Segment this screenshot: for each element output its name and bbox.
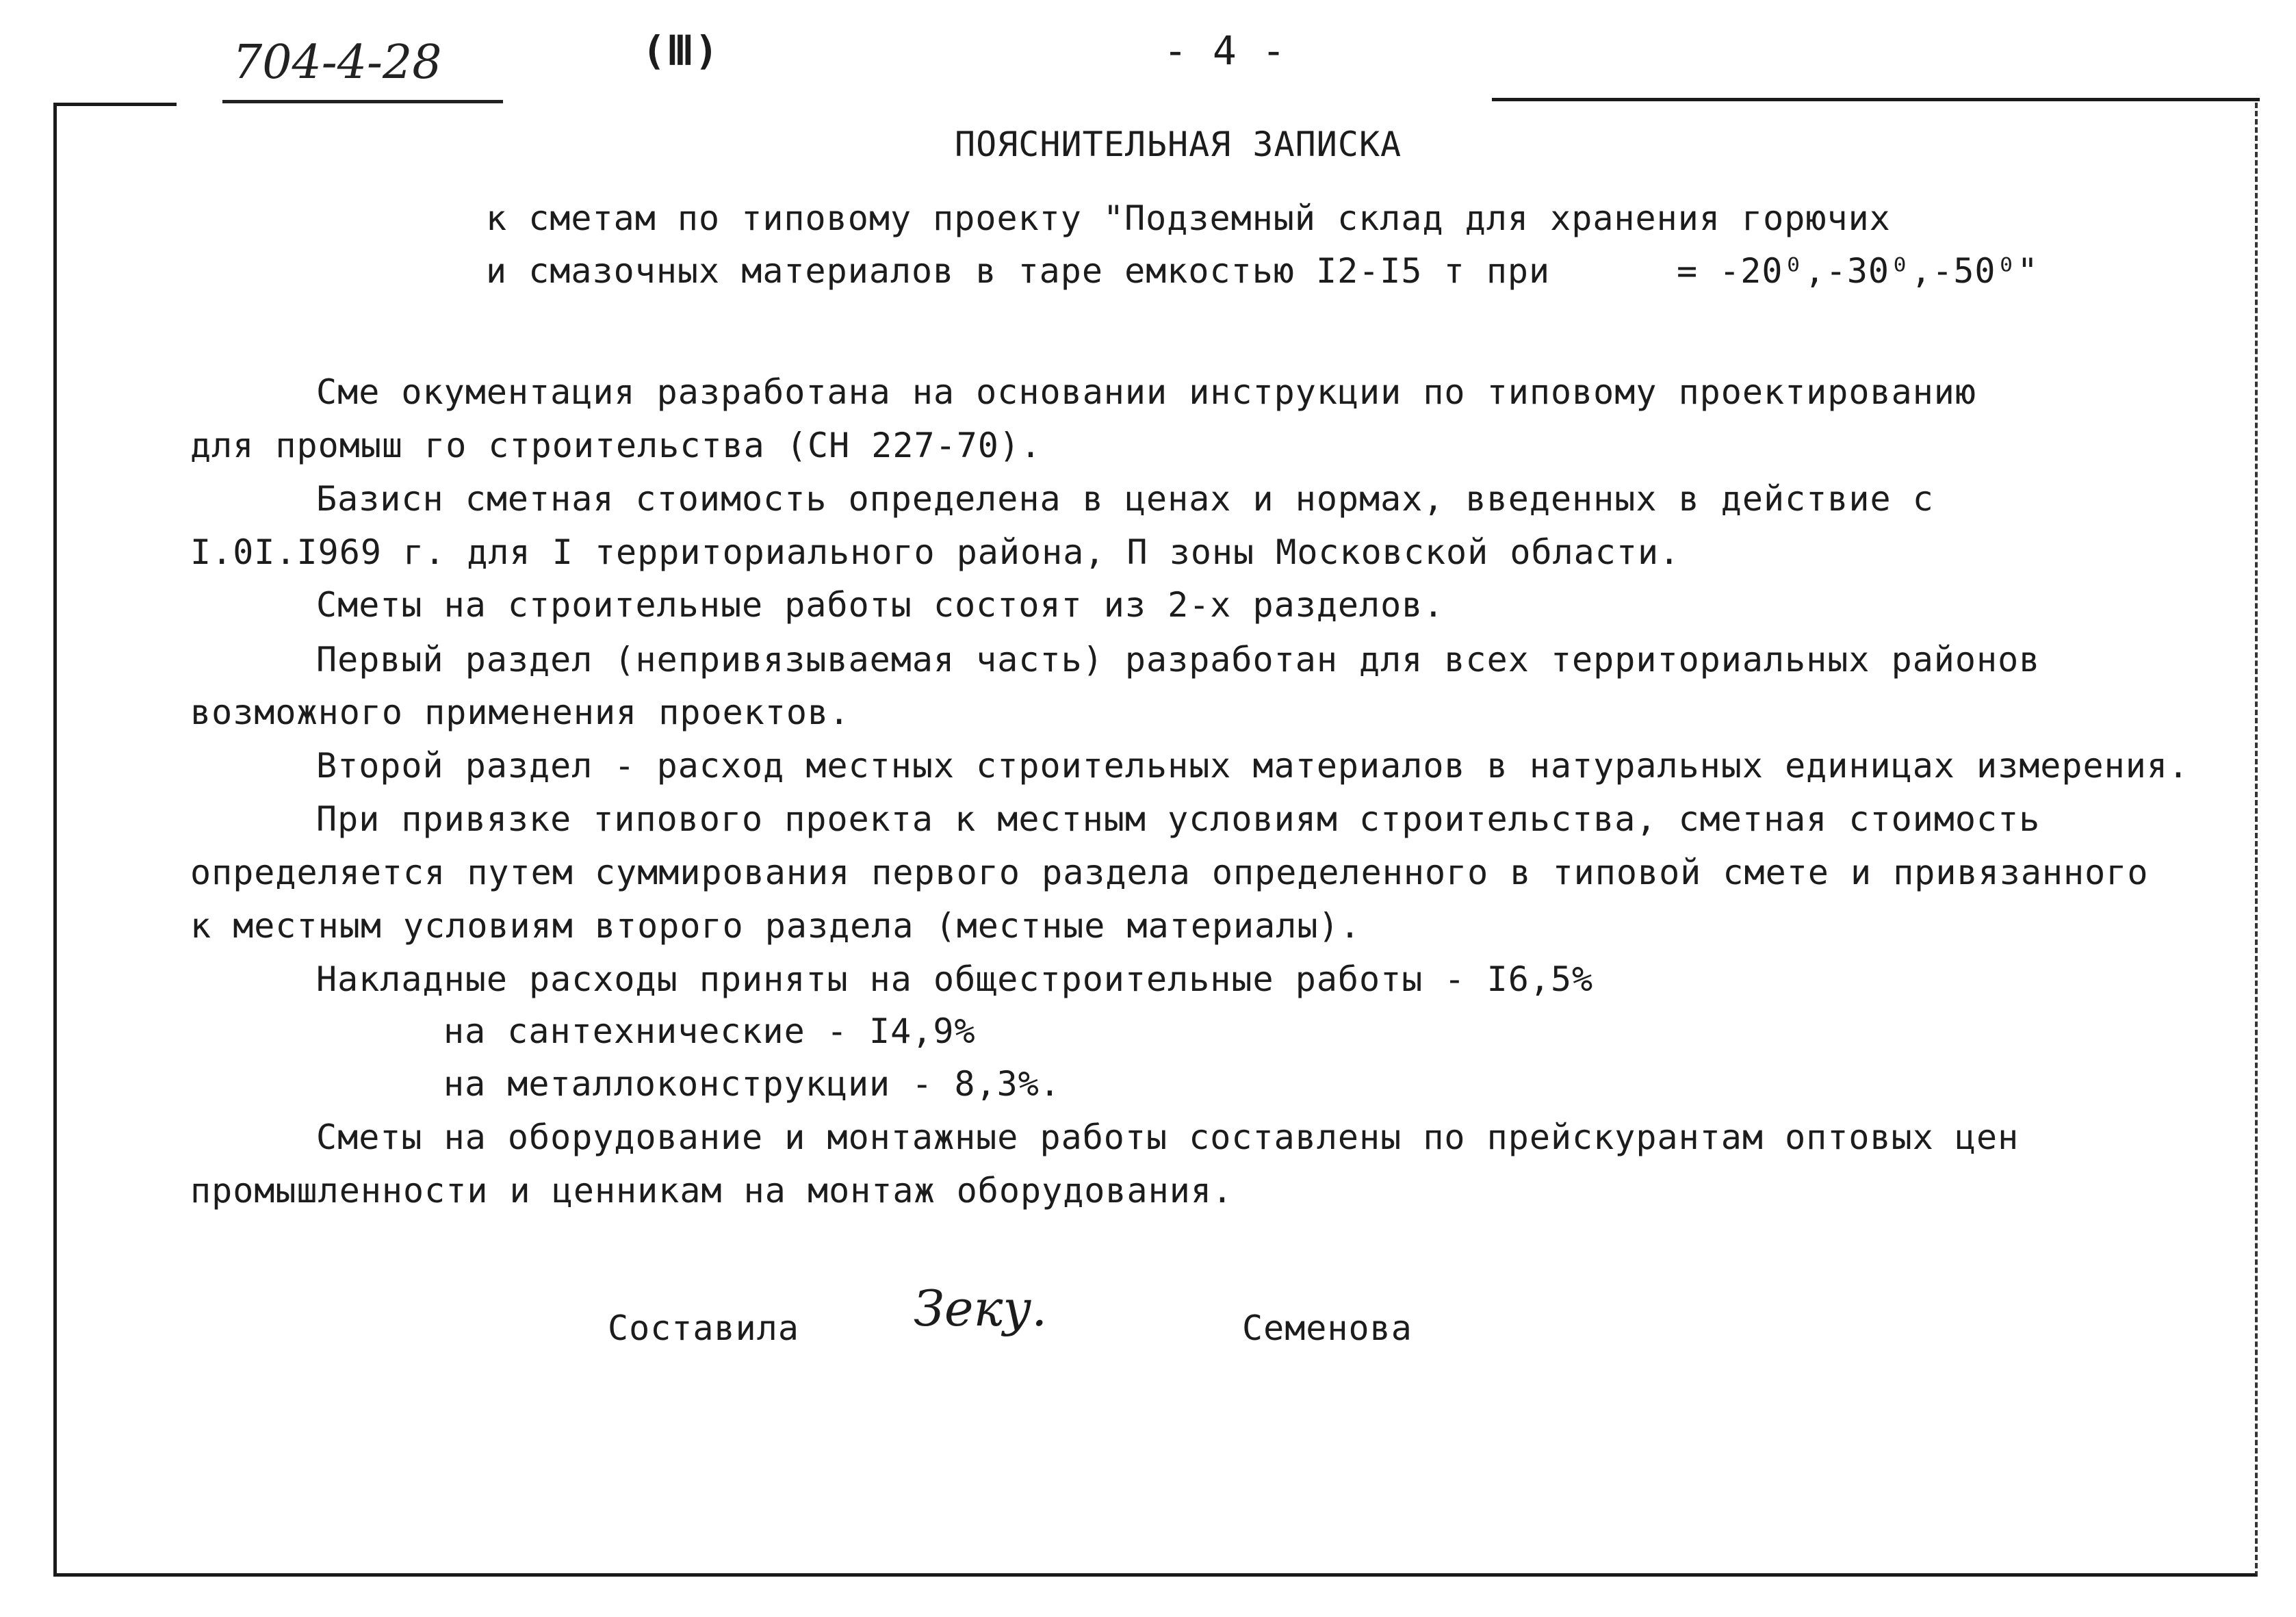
body-line: При привязке типового проекта к местным условиям строительства, сметная стоимость — [316, 799, 2041, 839]
body-line: Сметы на строительные работы состоят из 2-х разделов. — [316, 585, 1445, 625]
body-line: Накладные расходы приняты на общестроительные работы - I6,5% — [316, 959, 1594, 999]
document-part: (Ⅲ) — [642, 27, 719, 74]
body-line: Второй раздел - расход местных строительных материалов в натуральных единицах измерения. — [316, 746, 2190, 786]
body-line: Сме окументация разработана на основании инструкции по типовому проектированию — [316, 372, 1976, 412]
body-line: на металлоконструкции - 8,3%. — [443, 1064, 1061, 1104]
note-title: ПОЯСНИТЕЛЬНАЯ ЗАПИСКА — [955, 125, 1402, 164]
body-line: Сметы на оборудование и монтажные работы составлены по прейскурантам оптовых цен — [316, 1117, 2020, 1157]
signature-name: Семенова — [1242, 1308, 1413, 1348]
body-line: возможного применения проектов. — [190, 693, 851, 732]
handwritten-signature: Зеку. — [914, 1280, 1048, 1337]
body-line: определяется путем суммирования первого раздела определенного в типовой смете и привязанного — [190, 853, 2149, 892]
body-line: для промыш го строительства (СН 227-70). — [190, 426, 1042, 465]
document-code: 704-4-28 — [233, 36, 442, 90]
body-line: I.0I.I969 г. для I территориального района, П зоны Московской области. — [190, 532, 1681, 572]
signature-label: Составила — [608, 1308, 799, 1348]
page-number: - 4 - — [1163, 27, 1287, 74]
note-subtitle-line-2: и смазочных материалов в таре емкостью I2-I5 т при — [486, 251, 1551, 291]
frame-top-right-edge — [1492, 98, 2260, 101]
note-subtitle-temperatures: = -20⁰,-30⁰,-50⁰" — [1677, 251, 2039, 291]
body-line: промышленности и ценникам на монтаж оборудования. — [190, 1171, 1234, 1211]
page-frame — [53, 103, 2258, 1577]
note-subtitle-line-1: к сметам по типовому проекту "Подземный склад для хранения горючих — [486, 198, 1891, 238]
body-line: Базисн сметная стоимость определена в ценах и нормах, введенных в действие с — [316, 479, 1934, 519]
frame-top-left-edge — [53, 103, 177, 106]
body-line: на сантехнические - I4,9% — [443, 1011, 976, 1051]
body-line: к местным условиям второго раздела (местные материалы). — [190, 906, 1361, 946]
body-line: Первый раздел (непривязываемая часть) разработан для всех территориальных районов — [316, 640, 2041, 680]
